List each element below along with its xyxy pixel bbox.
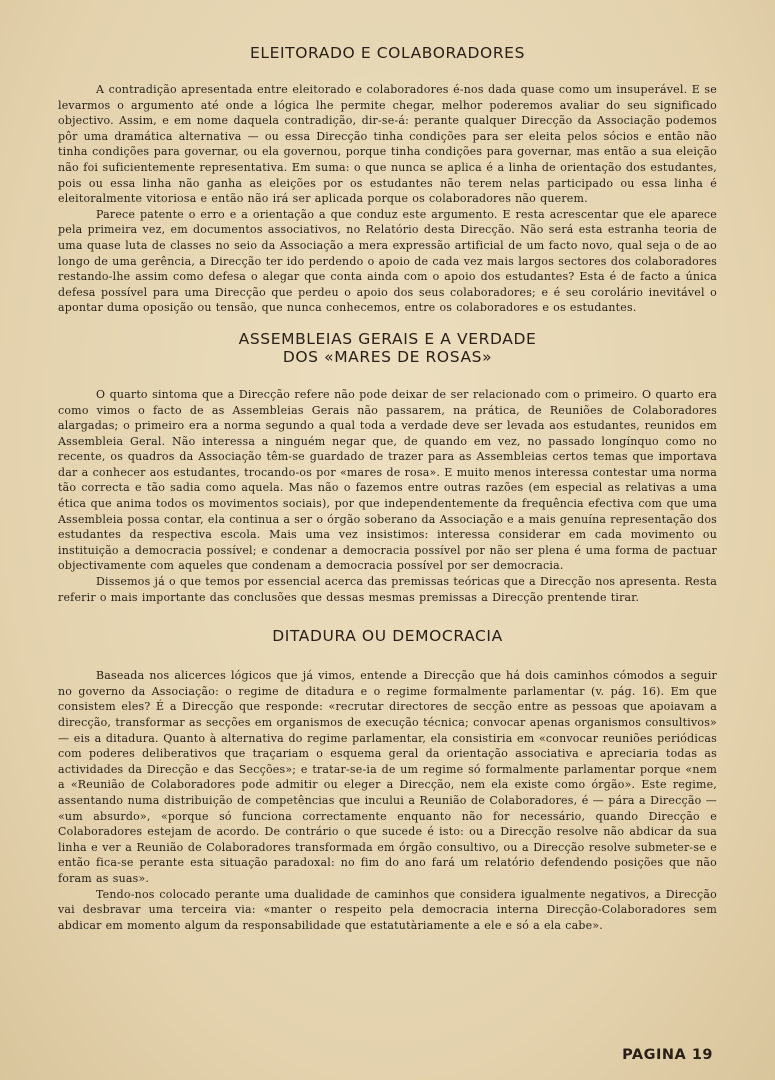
section-title-eleitorado: ELEITORADO E COLABORADORES [249,44,526,62]
section-title-line: ASSEMBLEIAS GERAIS E A VERDADE [238,329,537,348]
paragraph: O quarto sintoma que a Direcção refere não pode deixar de ser relacionado com o primeiro. O quarto era como vimos o facto de as Assembleias Gerais não passarem, na prática, de Reuniões de Colaboradores alargadas; o primeiro era a norma segundo a qual toda a verdade deve ser levada aos estudantes, reunidos em Assembleia Geral. Não interessa a ninguém negar que, de quando em vez, no passado longínquo como no recente, os quadros da Associação têm-se guardado de trazer para as Assembleias certos temas que importava dar a conhecer aos estudantes, trocando-os por «mares de rosa». E muito menos interessa contestar uma norma tão correcta e tão sadia como aquela. Mas não o fazemos entre outras razões (em especial as relativas a uma ética que anima todos os movimentos sociais), por que independentemente da frequência efectiva com que uma Assembleia possa contar, ela continua a ser o órgão soberano da Associação e a mais genuína representação dos estudantes da respectiva escola. Mais uma vez insistimos: interessa considerar em cada movimento ou instituição a democracia possível; e condenar a democracia possível por não ser plena é uma forma de pactuar objectivamente com aqueles que condenam a democracia possível por ser democracia. [58,387,718,573]
paragraph: A contradição apresentada entre eleitorado e colaboradores é-nos dada quase como um insuperável. E se levarmos o argumento até onde a lógica lhe permite chegar, melhor poderemos avaliar do seu significado objectivo. Assim, e em nome daquela contradição, dir-se-á: perante qualquer Direcção da Associação podemos pôr uma dramática alternativa — ou essa Direcção tinha condições para ser eleita pelos sócios e então não tinha condições para governar, ou ela governou, porque tinha condições para governar, mas então a sua eleição não foi suficientemente representativa. Em suma: o que nunca se aplica é a linha de orientação dos estudantes, pois ou essa linha não ganha as eleições por os estudantes não terem nelas participado ou essa linha é eleitoralmente vitoriosa e então não irá ser aplicada porque os colaboradores não querem. [58,83,717,206]
page-number: PAGINA 19 [622,1047,713,1063]
section-title-ditadura: DITADURA OU DEMOCRACIA [272,627,503,646]
section-title-line: DOS «MARES DE ROSAS» [282,347,493,366]
paragraph: Baseada nos alicerces lógicos que já vimos, entende a Direcção que há dois caminhos cómodos a seguir no governo da Associação: o regime de ditadura e o regime formalmente parlamentar (v. pág. 16). Em que consistem eles? É a Direcção que responde: «recrutar directores de secção entre as pessoas que apoiavam a direcção, transformar as secções em organismos de execução técnica; convocar apenas organismos consultivos» — eis a ditadura. Quanto à alternativa do regime parlamentar, ela consistiria em «convocar reuniões periódicas com poderes deliberativos que traçariam o esquema geral da orientação associativa e apreciaria todas as actividades da Direcção e das Secções»; e tratar-se-ia de um regime só formalmente parlamentar porque «nem a «Reunião de Colaboradores pode admitir ou eleger a Direcção, nem ela existe como órgão». Este regime, assentando numa distribuição de competências que incului a Reunião de Colaboradores, é — pára a Direcção — «um absurdo», «porque só funciona correctamente enquanto não for necessário, quando Direcção e Colaboradores estejam de acordo. De contrário o que sucede é isto: ou a Direcção resolve não abdicar da sua linha e ver a Reunião de Colaboradores transformada em órgão consultivo, ou a Direcção resolve submeter-se e então fica-se perante esta situação paradoxal: no fim do ano fará um relatório defendendo posições que não foram as suas». [58,669,717,885]
section-title-assembleias [58,330,717,366]
paragraph: Dissemos já o que temos por essencial acerca das premissas teóricas que a Direcção nos apresenta. Resta referir o mais importante das conclusões que dessas mesmas premissas a Direcção prentende tirar. [58,575,717,604]
paragraph: Tendo-nos colocado perante uma dualidade de caminhos que considera igualmente negativos, a Direcção vai desbravar uma terceira via: «manter o respeito pela democracia interna Direcção-Colaboradores sem abdicar em momento algum da responsabilidade que estatutàriamente a ele e só a ela cabe». [58,887,717,932]
paragraph: Parece patente o erro e a orientação a que conduz este argumento. E resta acrescentar que ele aparece pela primeira vez, em documentos associativos, no Relatório desta Direcção. Não será esta estranha teoria de uma quase luta de classes no seio da Associação a mera expressão artificial de um facto novo, qual seja o de ao longo de uma gerência, a Direcção ter ido perdendo o apoio de cada vez mais largos sectores dos colaboradores restando-lhe assim como defesa o alegar que conta ainda com o apoio dos estudantes? Esta é de facto a única defesa possível para uma Direcção que perdeu o apoio dos seus colaboradores; e é seu corolário inevitável o apontar duma oposição ou tensão, que nunca conhecemos, entre os colaboradores e os estudantes. [58,207,717,315]
